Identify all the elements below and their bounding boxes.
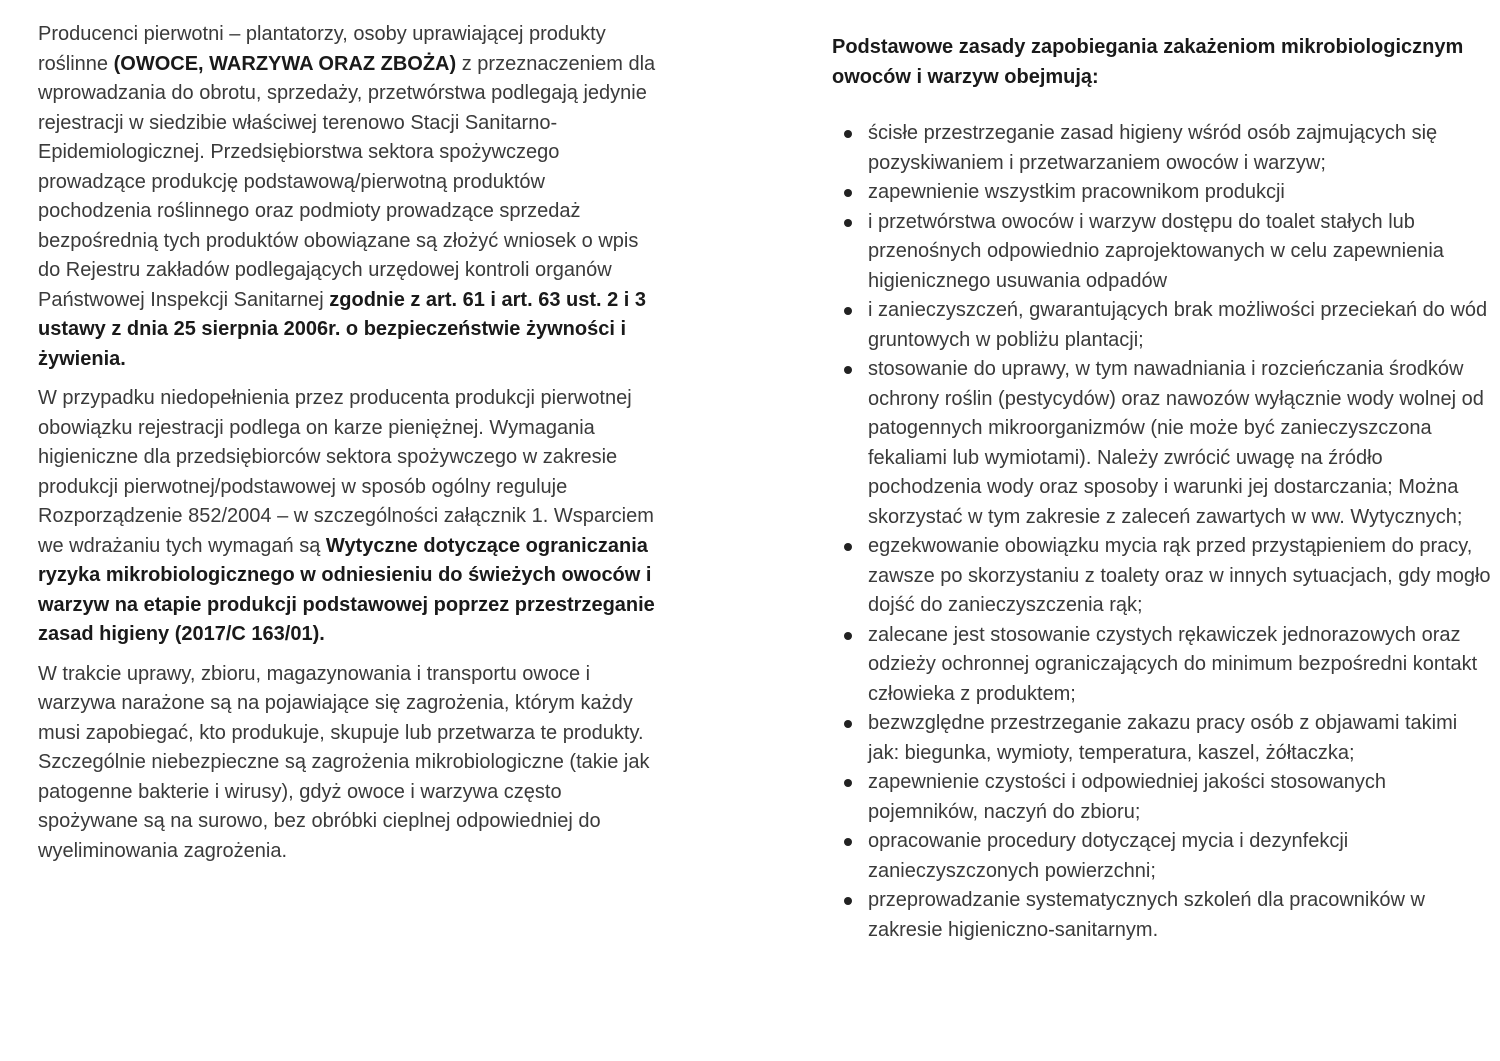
right-column: [832, 32, 1492, 945]
text-segment: W trakcie uprawy, zbioru, magazynowania i transportu owoce i warzywa narażone są na pojawiające się zagrożenia, którym każdy musi zapobiegać, kto produkuje, skupuje lub przetwarza te produkty. Szczególnie niebezpieczne są zagrożenia mikrobiologiczne (takie jak patogenne bakterie i wirusy), gdyż owoce i warzywa często spożywane są na surowo, bez obróbki cieplnej odpowiedniej do wyeliminowania zagrożenia.: [38, 662, 650, 862]
list-item: bezwzględne przestrzeganie zakazu pracy osób z objawami takimi jak: biegunka, wymioty, temperatura, kaszel, żółtaczka;: [832, 709, 1492, 768]
registration-paragraph: [38, 20, 658, 374]
text-segment: W przypadku niedopełnienia przez producenta produkcji pierwotnej obowiązku rejestracji podlega on karze pieniężnej. Wymagania higieniczne dla przedsiębiorców sektora spożywczego w zakresie produkcji pierwotnej/podstawowej w sposób ogólny reguluje Rozporządzenie 852/2004 – w szczególności załącznik 1. Wsparciem we wdrażaniu tych wymagań są: [38, 387, 654, 557]
list-item: ścisłe przestrzeganie zasad higieny wśród osób zajmujących się pozyskiwaniem i przetwarzaniem owoców i warzyw;: [832, 119, 1492, 178]
hazards-paragraph: [38, 660, 658, 867]
list-item: i zanieczyszczeń, gwarantujących brak możliwości przeciekań do wód gruntowych w pobliżu plantacji;: [832, 296, 1492, 355]
list-item: zapewnienie czystości i odpowiedniej jakości stosowanych pojemników, naczyń do zbioru;: [832, 768, 1492, 827]
penalty-paragraph: [38, 384, 658, 650]
bold-legal-reference: zgodnie z art. 61 i art. 63 ust. 2 i 3 ustawy z dnia 25 sierpnia 2006r. o bezpieczeństwie żywności i żywienia.: [38, 288, 647, 370]
bold-product-types: (OWOCE, WARZYWA ORAZ ZBOŻA): [113, 52, 457, 75]
bold-guidelines-title: Wytyczne dotyczące ograniczania ryzyka mikrobiologicznego w odniesieniu do świeżych owoców i warzyw na etapie produkcji podstawowej poprzez przestrzeganie zasad higieny (2017/C 163/01).: [38, 534, 655, 645]
list-item: zapewnienie wszystkim pracownikom produkcji: [832, 178, 1492, 208]
list-item: egzekwowanie obowiązku mycia rąk przed przystąpieniem do pracy, zawsze po skorzystaniu z toalety oraz w innych sytuacjach, gdy mogło dojść do zanieczyszczenia rąk;: [832, 532, 1492, 621]
section-heading: Podstawowe zasady zapobiegania zakażeniom mikrobiologicznym owoców i warzyw obejmują:: [832, 36, 1464, 88]
list-item: zalecane jest stosowanie czystych rękawiczek jednorazowych oraz odzieży ochronnej ograniczających do minimum bezpośredni kontakt człowieka z produktem;: [832, 621, 1492, 710]
text-segment: z przeznaczeniem dla wprowadzania do obrotu, sprzedaży, przetwórstwa podlegają jedynie rejestracji w siedzibie właściwej terenowo Stacji Sanitarno- Epidemiologicznej. Przedsiębiorstwa sektora spożywczego prowadzące produkcję podstawową/pierwotną produktów pochodzenia roślinnego oraz podmioty prowadzące sprzedaż bezpośrednią tych produktów obowiązane są złożyć wniosek o wpis do Rejestru zakładów podlegających urzędowej kontroli organów Państwowej Inspekcji Sanitarnej: [38, 52, 656, 311]
text-segment: Producenci pierwotni – plantatorzy, osoby uprawiającej produkty roślinne: [38, 23, 606, 75]
rules-list: [832, 119, 1492, 945]
list-item: i przetwórstwa owoców i warzyw dostępu do toalet stałych lub przenośnych odpowiednio zaprojektowanych w celu zapewnienia higienicznego usuwania odpadów: [832, 208, 1492, 297]
left-column: [38, 20, 658, 866]
list-item: przeprowadzanie systematycznych szkoleń dla pracowników w zakresie higieniczno-sanitarnym.: [832, 886, 1492, 945]
list-item: stosowanie do uprawy, w tym nawadniania i rozcieńczania środków ochrony roślin (pestycydów) oraz nawozów wyłącznie wody wolnej od patogennych mikroorganizmów (nie może być zanieczyszczona fekaliami lub wymiotami). Należy zwrócić uwagę na źródło pochodzenia wody oraz sposoby i warunki jej dostarczania; Można skorzystać w tym zakresie z zaleceń zawartych w ww. Wytycznych;: [832, 355, 1492, 532]
list-item: opracowanie procedury dotyczącej mycia i dezynfekcji zanieczyszczonych powierzchni;: [832, 827, 1492, 886]
